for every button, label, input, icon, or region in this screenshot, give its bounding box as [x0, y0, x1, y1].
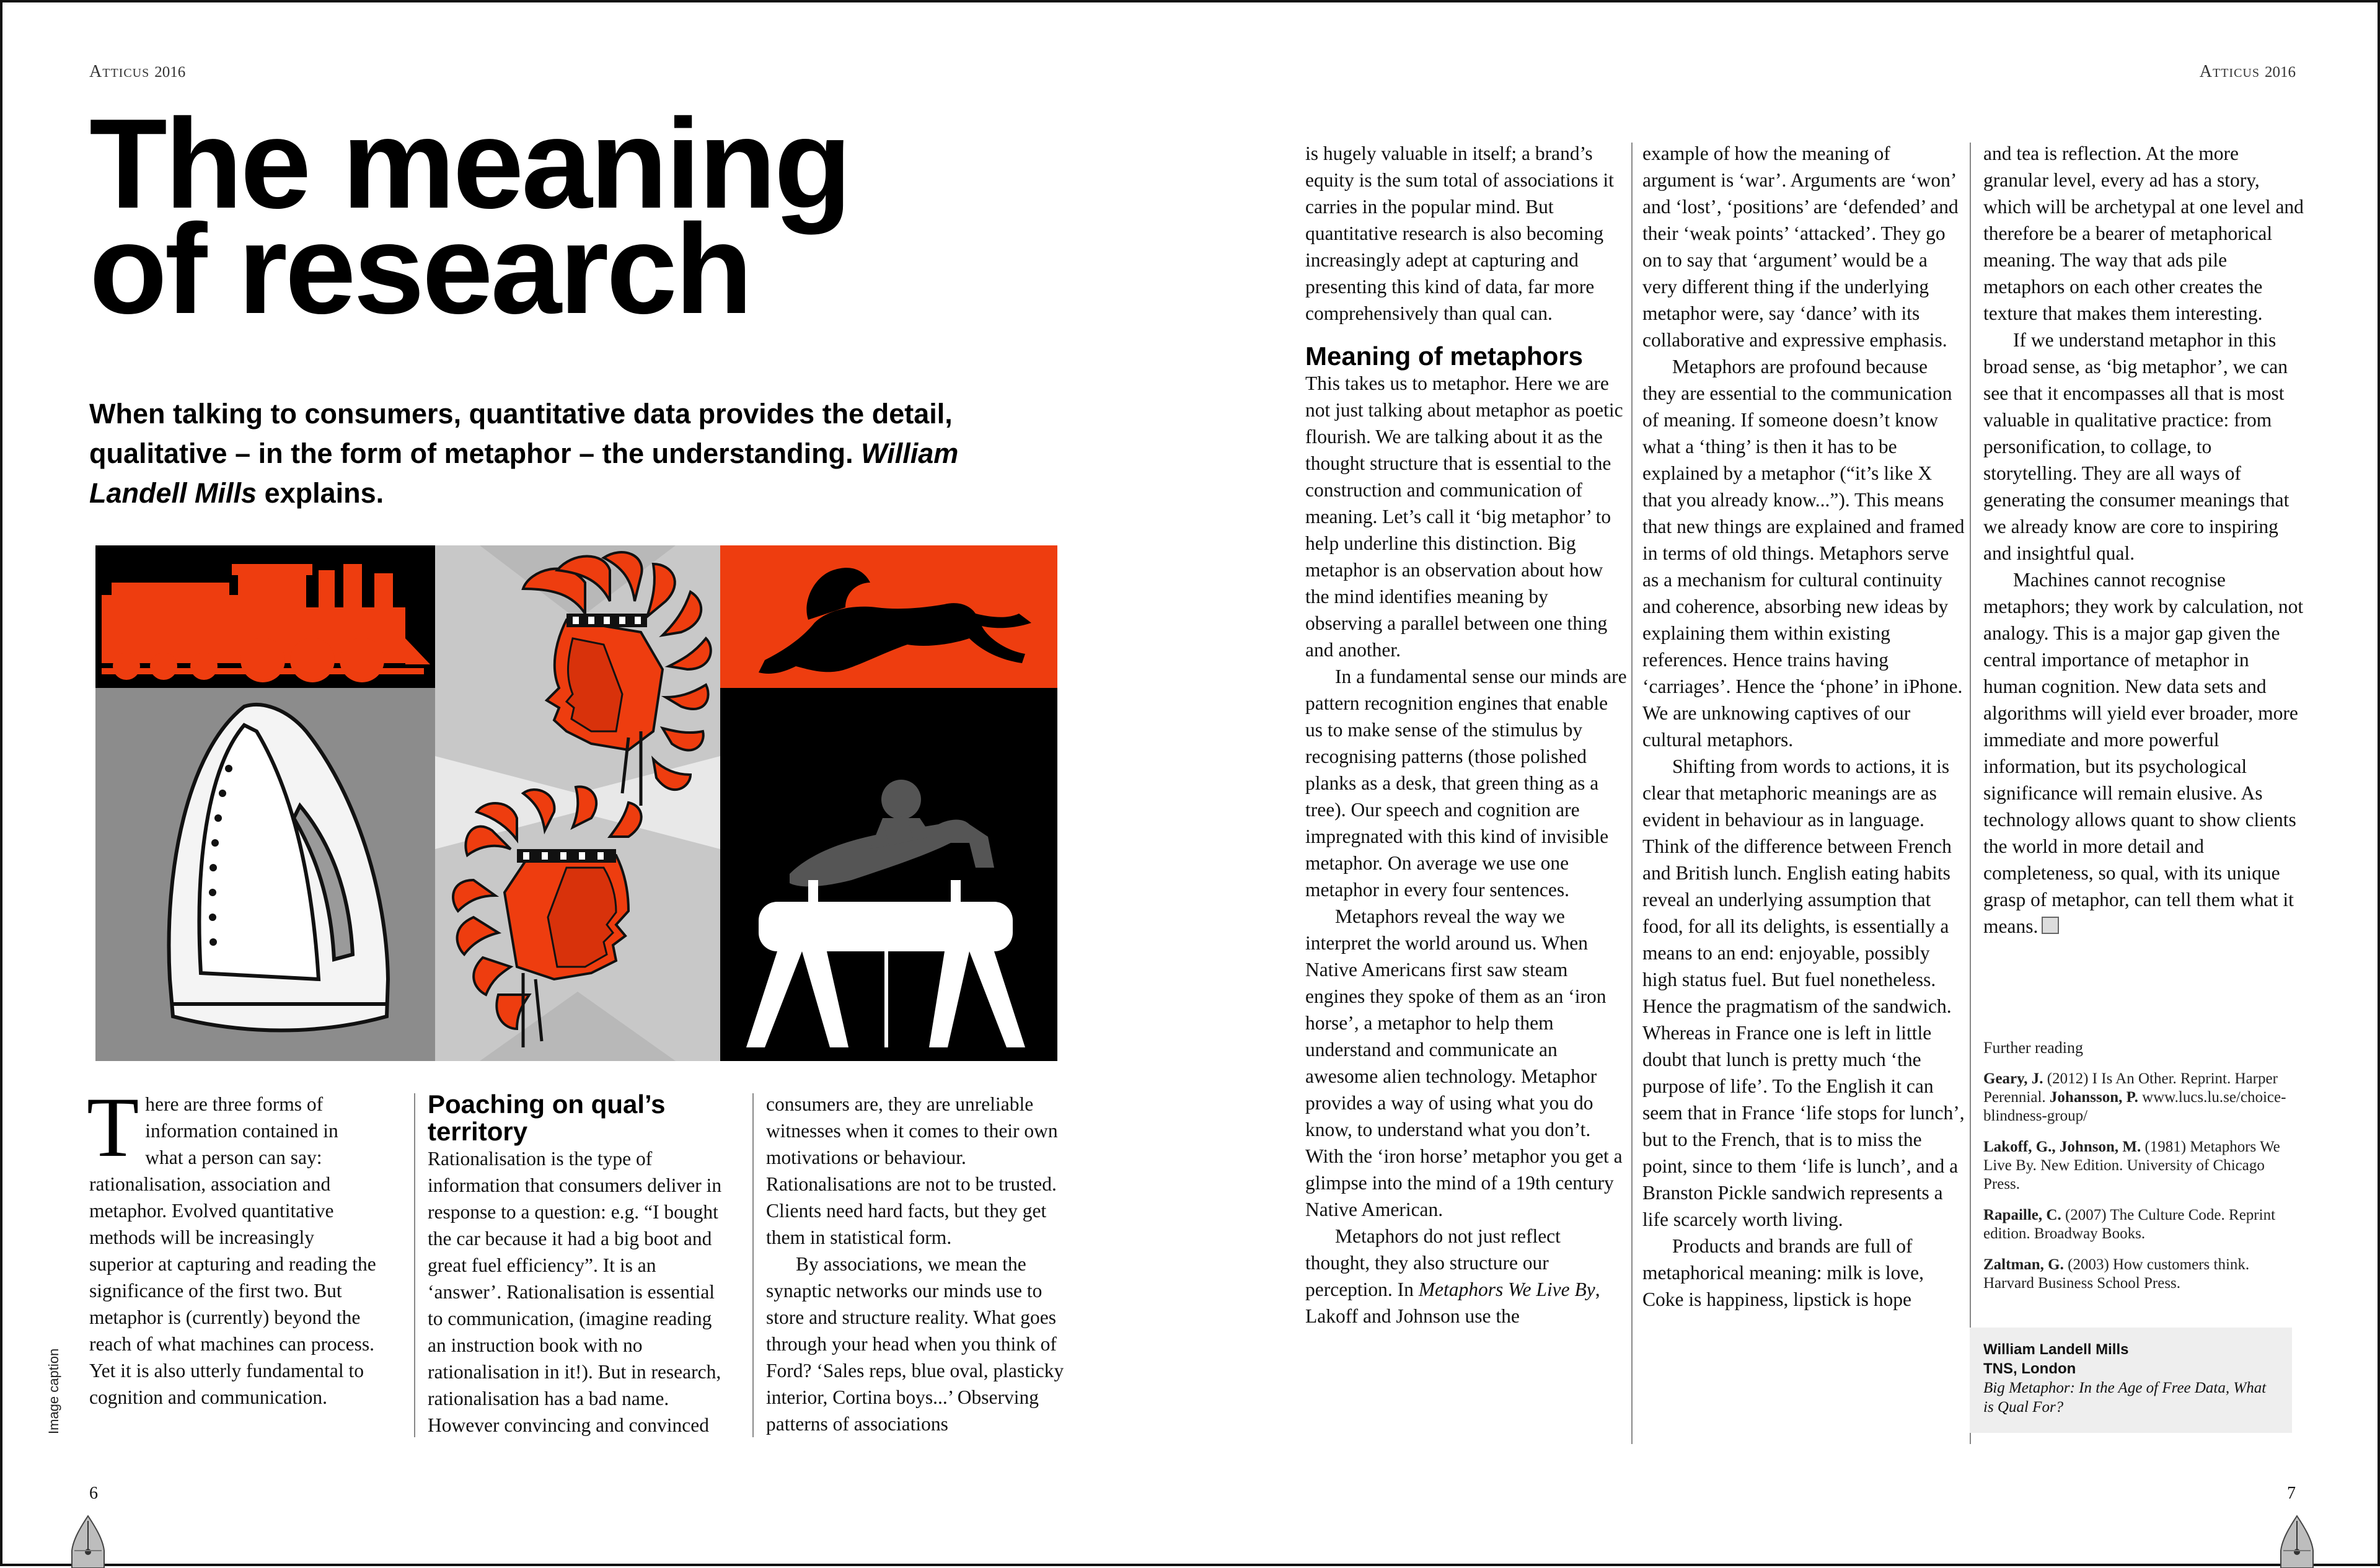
running-head-year: 2016 — [154, 64, 186, 81]
body-text: Machines cannot recognise metaphors; they work by calculation, not analogy. This is a major gap given the central importance of metaphor in human cognition. New data sets and algorithms will yield ever broader, more immediate and more powerful information, but its psychological significance will remain elusive. As technology allows quant to show clients the world in more detail and completeness, so qual, with its unique grasp of metaphor, can tell them what it means. — [1983, 569, 2304, 937]
reference-item — [1983, 1070, 2299, 1125]
standfirst-author: William Landell Mills — [89, 438, 959, 509]
body-paragraph: Metaphors are profound because they are essential to the communication of meaning. If someone doesn’t know what a ‘thing’ is then it has to be explained by a metaphor (“it’s like X that you already know...”). This means that new things are explained and framed in terms of old things. Metaphors serve as a mechanism for cultural continuity and coherence, absorbing new ideas by explaining them within existing references. Hence trains having ‘carriages’. Hence the ‘phone’ in iPhone. We are unknowing captives of our cultural metaphors. — [1642, 356, 1965, 751]
reference-item — [1983, 1138, 2299, 1194]
book-title: Metaphors We Live By — [1418, 1279, 1595, 1300]
body-paragraph: here are three forms of information contained in what a person can say: rationalisation, association and metaphor. Evolved quantitative methods will be increasingly superior at capturing and reading the significance of the first two. But metaphor is (currently) beyond the reach of what machines can process. Yet it is also utterly fundamental to cognition and communication. — [89, 1093, 376, 1408]
body-paragraph: By associations, we mean the synaptic networks our minds use to store and structure reality. What goes through your head when you think of Ford? ‘Sales reps, blue oval, plasticky interior, Cortina boys...’ Observing patterns of associations — [766, 1253, 1064, 1435]
section-heading: Meaning of metaphors — [1305, 341, 1584, 371]
body-paragraph: If we understand metaphor in this broad sense, as ‘big metaphor’, we can see that it encompasses all that is most valuable in qualitative practice: from personification, to collage, to storytelling. They are all ways of generating the consumer meanings that we already know are core to inspiring and insightful qual. — [1983, 329, 2290, 564]
reference-author: Geary, J. — [1983, 1070, 2043, 1087]
article-title: The meaning of research — [89, 92, 850, 340]
column-rule — [414, 1093, 415, 1437]
end-mark-icon — [2042, 917, 2059, 934]
body-paragraph: Rationalisation is the type of information that consumers deliver in response to a question: e.g. “I bought the car because it had a big boot and great fuel efficiency”. It is an ‘answer’. Rationalisation is essential to communication, (imagine reading an instruction book with no rationalisation in it!). But in research, rationalisation has a bad name. However convincing and convinced — [428, 1148, 722, 1436]
body-paragraph: Metaphors reveal the way we interpret the world around us. When Native Americans first saw steam engines they spoke of them as an ‘iron horse’, a metaphor to help them understand and communicate an awesome alien technology. Metaphor provides a way of using what you do know, to understand what you don’t. With the ‘iron horse’ metaphor you get a glimpse into the mind of a 19th century Native American. — [1305, 905, 1623, 1220]
pen-nib-icon — [2278, 1515, 2316, 1568]
reference-author: Rapaille, C. — [1983, 1207, 2061, 1223]
further-reading-heading: Further reading — [1983, 1039, 2084, 1057]
reference-text: (1981) Metaphors We Live By. New Edition. University of Chicago Press. — [1983, 1139, 2280, 1192]
metaphor-collage-illustration — [95, 545, 1057, 1061]
body-column-right-3 — [1983, 140, 2306, 940]
running-head-right — [2200, 62, 2296, 82]
body-paragraph: In a fundamental sense our minds are pattern recognition engines that enable us to make sense of the stimulus by recognising patterns (those polished planks as a desk, that green thing as a tree). Our speech and cognition are impregnated with this kind of invisible metaphor. On average we use one metaphor in every four sentences. — [1305, 666, 1627, 901]
further-reading — [1983, 1039, 2299, 1305]
running-head-name: Atticus — [89, 62, 150, 81]
running-head-name: Atticus — [2199, 62, 2260, 81]
column-rule — [1631, 143, 1633, 1444]
body-text: Metaphors do not just reflect thought, they also structure our perception. In — [1305, 1225, 1561, 1300]
reference-author: Johansson, P. — [2049, 1089, 2138, 1106]
left-page — [2, 2, 1192, 1564]
reference-item — [1983, 1206, 2299, 1243]
right-page — [1192, 2, 2380, 1564]
drop-cap: T — [87, 1080, 139, 1174]
body-column-right-2 — [1642, 140, 1965, 1313]
page-number-right: 7 — [2287, 1484, 2296, 1503]
reference-author: Lakoff, G., Johnson, M. — [1983, 1139, 2141, 1155]
body-paragraph: example of how the meaning of argument is ‘war’. Arguments are ‘won’ and ‘lost’, ‘positions’ are ‘defended’ and their ‘weak points’ ‘attacked’. They go on to say that ‘argument’ would be a very different thing if the underlying metaphor were, say ‘dance’ with its collaborative and expressive emphasis. — [1642, 143, 1959, 351]
reference-author: Zaltman, G. — [1983, 1256, 2064, 1273]
image-caption: Image caption — [46, 1348, 61, 1434]
body-column-right-1 — [1305, 140, 1628, 1329]
body-paragraph: consumers are, they are unreliable witnesses when it comes to their own motivations or behaviour. Rationalisations are not to be trusted. Clients need hard facts, but they get them in statistical form. — [766, 1093, 1058, 1248]
section-heading: Poaching on qual’s territory — [428, 1090, 666, 1146]
reference-text: (2003) How customers think. Harvard Business School Press. — [1983, 1256, 2250, 1292]
reference-text: www.lucs.lu.se/choice-blindness-group/ — [1983, 1089, 2286, 1124]
reference-item — [1983, 1256, 2299, 1293]
standfirst-suffix: explains. — [264, 477, 384, 509]
page-number-left: 6 — [89, 1484, 98, 1503]
body-paragraph: and tea is reflection. At the more granular level, every ad has a story, which will be archetypal at one level and therefore be a bearer of metaphorical meaning. The way that ads pile metaphors on each other creates the texture that makes them interesting. — [1983, 143, 2304, 324]
body-paragraph — [1305, 1223, 1628, 1329]
body-column-left-1 — [87, 1080, 377, 1411]
author-organisation: TNS, London — [1983, 1360, 2076, 1377]
body-paragraph: Products and brands are full of metaphorical meaning: milk is love, Coke is happiness, lipstick is hope — [1642, 1235, 1924, 1310]
column-rule — [752, 1093, 754, 1437]
author-book-title: Big Metaphor: In the Age of Free Data, What is Qual For? — [1983, 1380, 2267, 1416]
pen-nib-icon — [69, 1515, 107, 1568]
body-column-left-2 — [428, 1091, 731, 1438]
body-column-left-3 — [766, 1091, 1070, 1437]
body-paragraph: is hugely valuable in itself; a brand’s equity is the sum total of associations it carries in the popular mind. But quantitative research is also becoming increasingly adept at capturing and presenting this kind of data, far more comprehensively than qual can. — [1305, 143, 1614, 324]
standfirst-text: When talking to consumers, quantitative data provides the detail, qualitative – in the form of metaphor – the understanding. — [89, 398, 953, 469]
standfirst — [89, 394, 1031, 513]
reference-text: (2007) The Culture Code. Reprint edition. Broadway Books. — [1983, 1207, 2276, 1242]
author-info-box — [1970, 1328, 2292, 1433]
body-paragraph: This takes us to metaphor. Here we are not just talking about metaphor as poetic flourish. We are talking about it as the thought structure that is essential to the construction and communication of meaning. Let’s call it ‘big metaphor’ to help underline this distinction. Big metaphor is an observation about how the mind identifies meaning by observing a parallel between one thing and another. — [1305, 372, 1623, 661]
body-paragraph — [1983, 566, 2306, 940]
running-head-year: 2016 — [2265, 64, 2296, 81]
running-head-left — [89, 62, 185, 82]
body-paragraph: Shifting from words to actions, it is clear that metaphoric meanings are as evident in behaviour as in language. Think of the difference between French and British lunch. English eating habits reveal an underlying assumption that food, for all its delights, is essentially a means to an end: enjoyable, possibly high status fuel. But fuel nonetheless. Hence the pragmatism of the sandwich. Whereas in France one is left in little doubt that lunch is pretty much ‘the purpose of life’. To the English it can seem that in France ‘life stops for lunch’, but to the French, that is to miss the point, since to them ‘life is lunch’, and a Branston Pickle sandwich represents a life scarcely worth living. — [1642, 755, 1965, 1230]
body-text: , Lakoff and Johnson use the — [1305, 1279, 1600, 1327]
author-name: William Landell Mills — [1983, 1341, 2129, 1358]
reference-text: (2012) I Is An Other. Reprint. Harper Perennial. — [1983, 1070, 2278, 1106]
column-rule — [1970, 143, 1971, 1444]
